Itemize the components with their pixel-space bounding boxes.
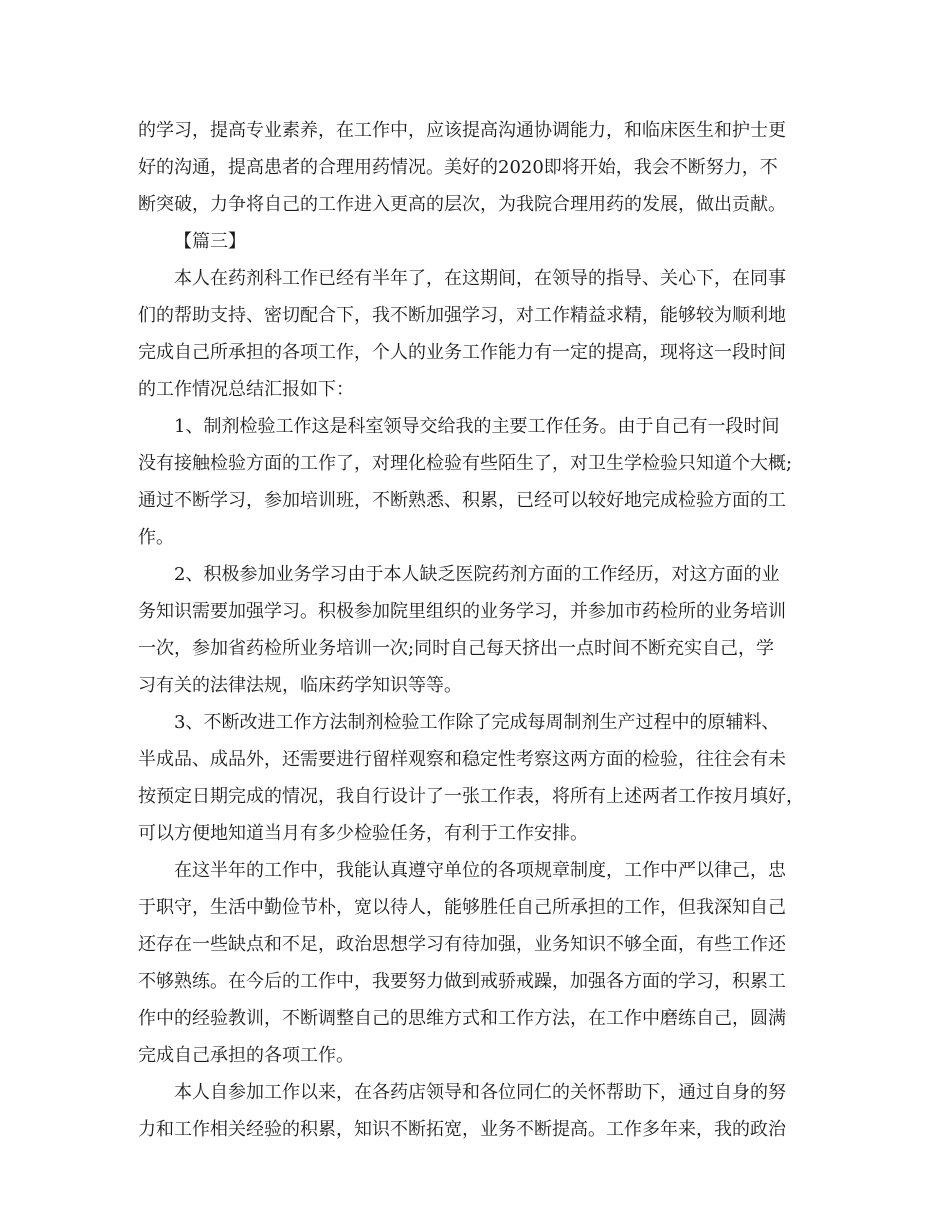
paragraph-line: 力和工作相关经验的积累，知识不断拓宽，业务不断提高。工作多年来，我的政治 — [138, 1119, 786, 1140]
paragraph-line: 本人在药剂科工作已经有半年了，在这期间，在领导的指导、关心下，在同事 — [174, 268, 786, 289]
list-item-line: 没有接触检验方面的工作了，对理化检验有些陌生了，对卫生学检验只知道个大概; — [138, 453, 793, 474]
list-item-line: 作。 — [138, 527, 174, 548]
list-item-line: 务知识需要加强学习。积极参加院里组织的业务学习，并参加市药检所的业务培训 — [138, 601, 786, 622]
paragraph-line: 的工作情况总结汇报如下： — [138, 379, 354, 400]
list-item-line: 通过不断学习，参加培训班，不断熟悉、积累，已经可以较好地完成检验方面的工 — [138, 490, 786, 511]
paragraph-line: 于职守，生活中勤俭节朴，宽以待人，能够胜任自己所承担的工作，但我深知自己 — [138, 897, 786, 918]
section-heading: 【篇三】 — [174, 231, 246, 252]
paragraph-line: 作中的经验教训，不断调整自己的思维方式和工作方法，在工作中磨练自己，圆满 — [138, 1008, 786, 1029]
intro-line: 断突破，力争将自己的工作进入更高的层次，为我院合理用药的发展，做出贡献。 — [138, 194, 786, 215]
paragraph-line: 完成自己承担的各项工作。 — [138, 1045, 354, 1066]
list-item-line: 按预定日期完成的情况，我自行设计了一张工作表，将所有上述两者工作按月填好， — [138, 786, 804, 807]
list-item-line: 3、不断改进工作方法制剂检验工作除了完成每周制剂生产过程中的原辅料、 — [174, 712, 780, 733]
list-item-line: 2、积极参加业务学习由于本人缺乏医院药剂方面的工作经历，对这方面的业 — [174, 564, 780, 585]
paragraph-line: 本人自参加工作以来，在各药店领导和各位同仁的关怀帮助下，通过自身的努 — [174, 1082, 786, 1103]
list-item-line: 一次，参加省药检所业务培训一次;同时自己每天挤出一点时间不断充实自己，学 — [138, 638, 775, 659]
list-item-line: 半成品、成品外，还需要进行留样观察和稳定性考察这两方面的检验，往往会有未 — [138, 749, 786, 770]
intro-line: 好的沟通，提高患者的合理用药情况。美好的2020即将开始，我会不断努力，不 — [138, 157, 778, 178]
list-item-line: 习有关的法律法规，临床药学知识等等。 — [138, 675, 462, 696]
list-item-line: 可以方便地知道当月有多少检验任务，有利于工作安排。 — [138, 823, 588, 844]
list-item-line: 1、制剂检验工作这是科室领导交给我的主要工作任务。由于自己有一段时间 — [174, 416, 780, 437]
paragraph-line: 完成自己所承担的各项工作，个人的业务工作能力有一定的提高，现将这一段时间 — [138, 342, 786, 363]
paragraph-line: 还存在一些缺点和不足，政治思想学习有待加强，业务知识不够全面，有些工作还 — [138, 934, 786, 955]
paragraph-line: 们的帮助支持、密切配合下，我不断加强学习，对工作精益求精，能够较为顺利地 — [138, 305, 786, 326]
paragraph-line: 在这半年的工作中，我能认真遵守单位的各项规章制度，工作中严以律己，忠 — [174, 860, 786, 881]
paragraph-line: 不够熟练。在今后的工作中，我要努力做到戒骄戒躁，加强各方面的学习，积累工 — [138, 971, 786, 992]
intro-line: 的学习，提高专业素养，在工作中，应该提高沟通协调能力，和临床医生和护士更 — [138, 120, 786, 141]
